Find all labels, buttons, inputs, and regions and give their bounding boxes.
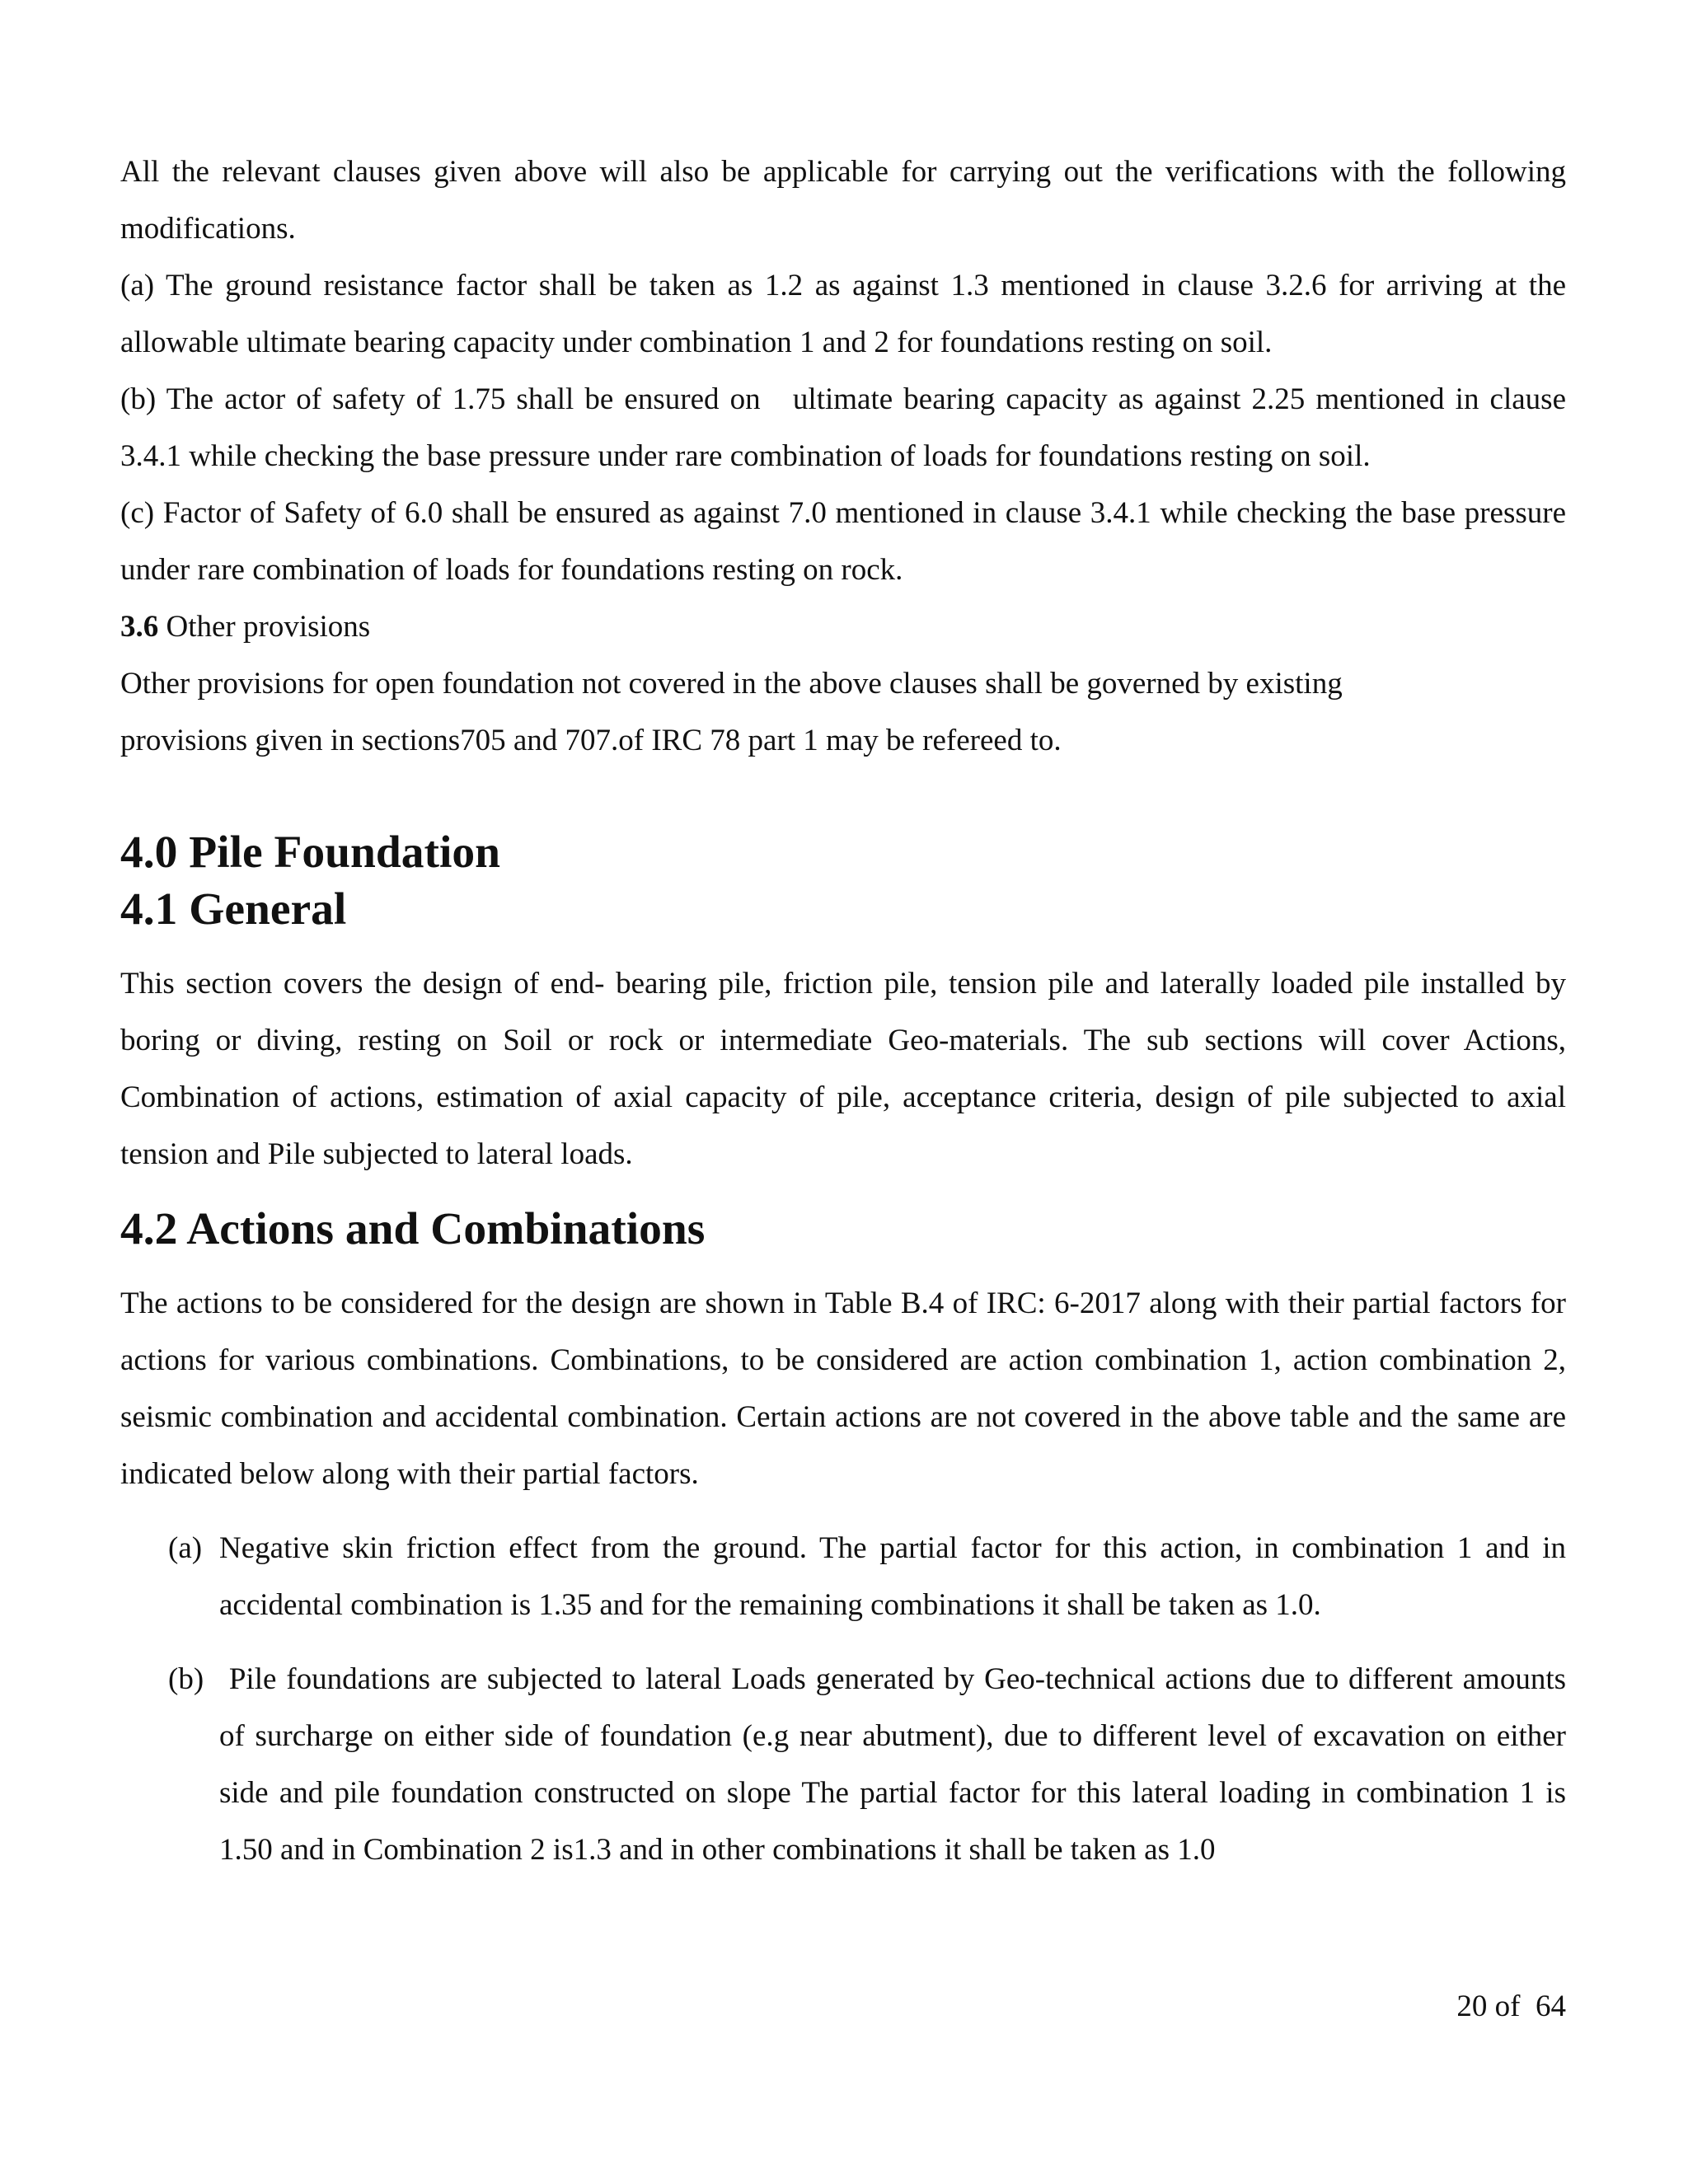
list-item <box>120 1520 1566 1633</box>
section-4-1-body: This section covers the design of end- bearing pile, friction pile, tension pile and laterally loaded pile installed by boring or diving, resting on Soil or rock or intermediate Geo-materials. The sub sections will cover Actions, Combination of actions, estimation of axial capacity of pile, acceptance criteria, design of pile subjected to axial tension and Pile subjected to lateral loads. <box>120 967 1566 1171</box>
modification-b-text: (b) The actor of safety of 1.75 shall be ensured on ultimate bearing capacity as against 2.25 mentioned in clause 3.4.1 while checking the base pressure under rare combination of loads for foundations resting on soil. <box>120 382 1574 473</box>
list-item-text: Pile foundations are subjected to lateral Loads generated by Geo-technical actions due to different amounts of surcharge on either side of foundation (e.g near abutment), due to different level of excavation on either side and pile foundation constructed on slope The partial factor for this lateral loading in combination 1 is 1.50 and in Combination 2 is1.3 and in other combinations it shall be taken as 1.0 <box>219 1662 1574 1867</box>
section-3-6-title-text: Other provisions <box>158 610 371 644</box>
section-4-2-body: The actions to be considered for the design are shown in Table B.4 of IRC: 6-2017 along with their partial factors for actions for various combinations. Combinations, to be considered are action combination 1, action combination 2, seismic combination and accidental combination. Certain actions are not covered in the above table and the same are indicated below along with their partial factors. <box>120 1286 1566 1491</box>
list-item <box>120 1651 1574 1878</box>
spacer <box>120 1183 1566 1201</box>
modification-c: (c) Factor of Safety of 6.0 shall be ensured as against 7.0 mentioned in clause 3.4.1 while checking the base pressure under rare combination of loads for foundations resting on rock. <box>120 496 1566 587</box>
section-4-2-heading: 4.2 Actions and Combinations <box>120 1204 706 1254</box>
list-marker: (b) <box>168 1662 204 1696</box>
spacer <box>120 1258 1566 1275</box>
section-4-1-heading: 4.1 General <box>120 884 347 935</box>
section-3-6-number: 3.6 <box>120 610 159 644</box>
modification-b <box>120 371 1574 485</box>
section-3-6-title <box>120 598 1566 655</box>
document-page <box>120 143 1574 1878</box>
section-3-6-line-2: provisions given in sections705 and 707.of IRC 78 part 1 may be refereed to. <box>120 724 1062 757</box>
intro-paragraph: All the relevant clauses given above will also be applicable for carrying out the verifications with the following modifications. <box>120 155 1566 246</box>
spacer <box>120 1633 1566 1651</box>
section-4-0-heading: 4.0 Pile Foundation <box>120 827 501 878</box>
modification-a: (a) The ground resistance factor shall be taken as 1.2 as against 1.3 mentioned in clause 3.2.6 for arriving at the allowable ultimate bearing capacity under combination 1 and 2 for foundations resting on soil. <box>120 269 1566 359</box>
partial-factors-list <box>120 1520 1574 1878</box>
page-number: 20 of 64 <box>1456 1990 1566 2023</box>
spacer <box>120 1502 1566 1520</box>
spacer <box>120 938 1566 955</box>
list-marker: (a) <box>168 1531 203 1565</box>
spacer <box>120 769 1566 824</box>
list-item-text: Negative skin friction effect from the ground. The partial factor for this action, in combination 1 and in accidental combination is 1.35 and for the remaining combinations it shall be taken as 1.0. <box>219 1531 1566 1622</box>
section-3-6-line-1: Other provisions for open foundation not covered in the above clauses shall be governed by existing <box>120 667 1343 701</box>
